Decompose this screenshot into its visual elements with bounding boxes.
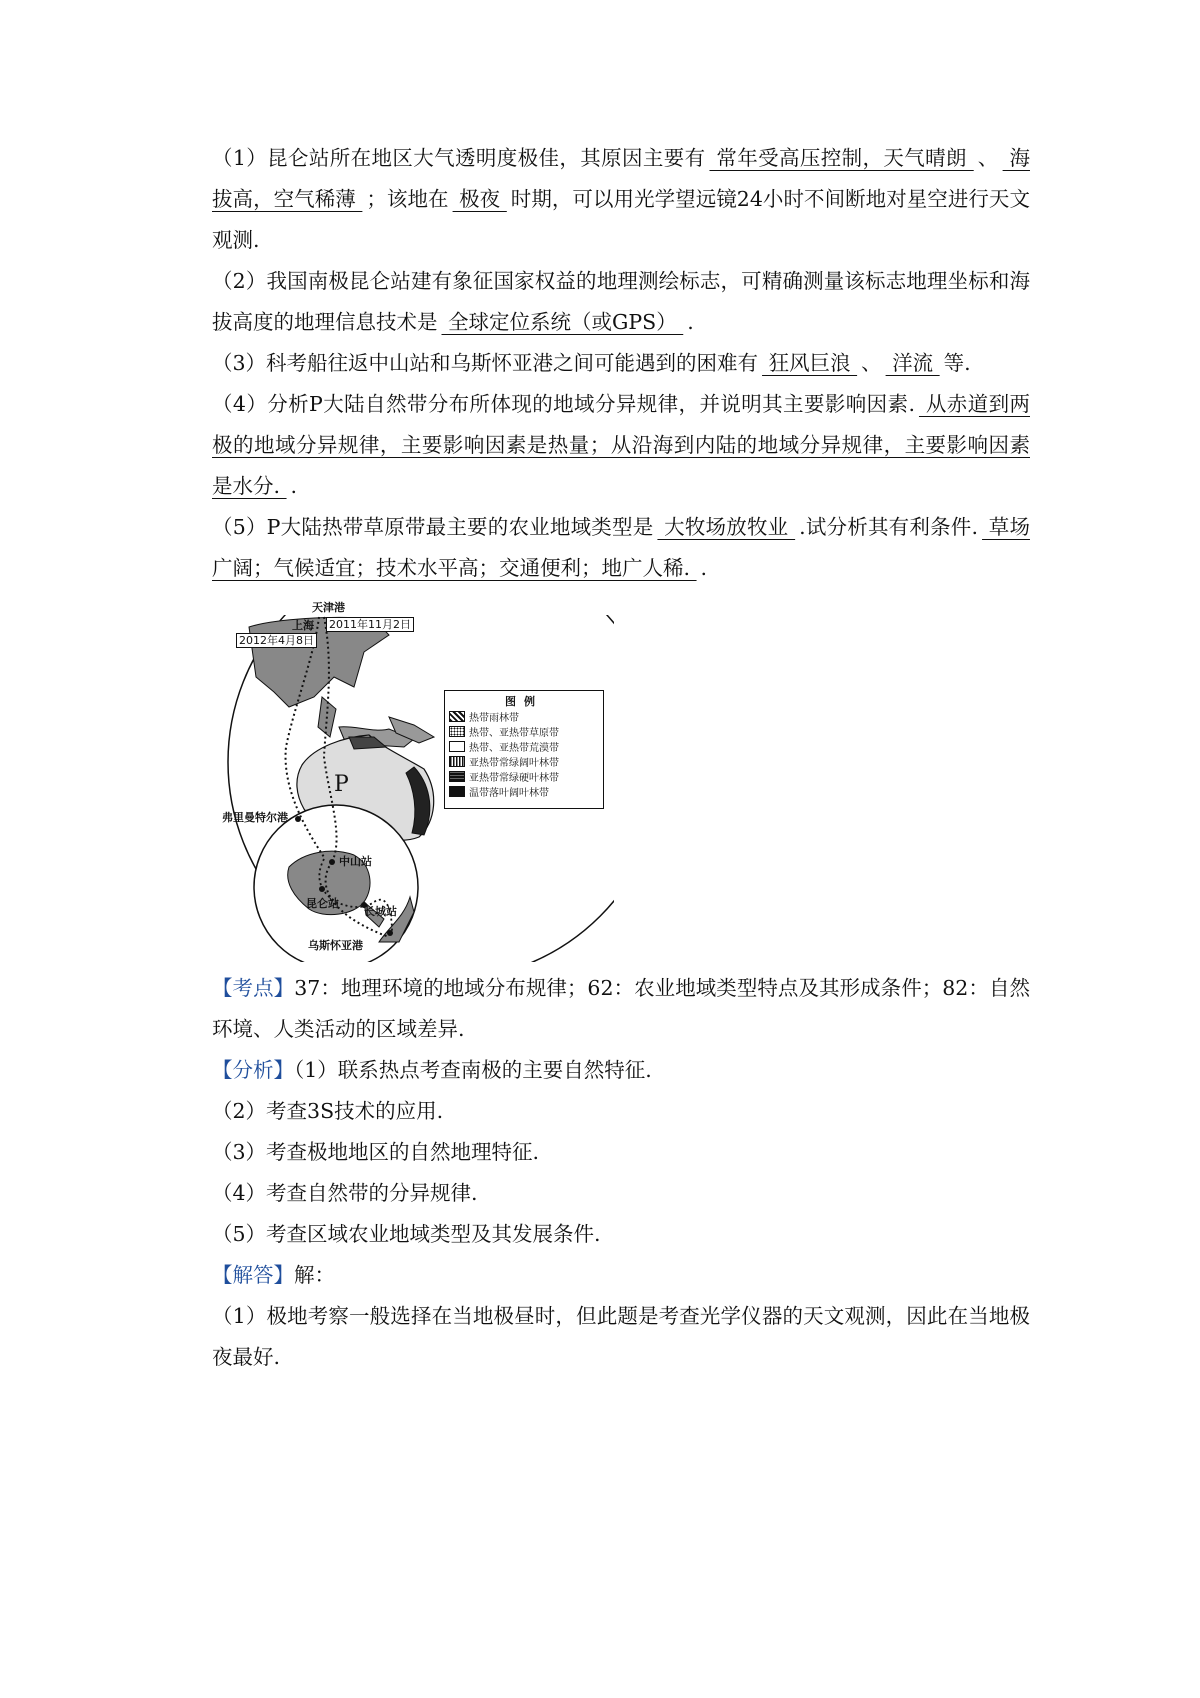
legend-item	[445, 769, 603, 784]
q1-answer-2: 海拔高，空气稀薄	[212, 146, 1030, 211]
fenxi-item: （2）考查3S技术的应用.	[212, 1099, 444, 1123]
fenxi-item: （1）联系热点考查南极的主要自然特征.	[294, 1058, 652, 1082]
legend-swatch	[449, 771, 465, 782]
question-5	[212, 507, 1030, 589]
q3-answer-2: 洋流	[885, 351, 940, 375]
question-3	[212, 343, 1030, 384]
legend-label: 亚热带常绿阔叶林带	[469, 758, 559, 769]
fenxi-item: （4）考查自然带的分异规律.	[212, 1181, 478, 1205]
q3-text: （3）科考船往返中山站和乌斯怀亚港之间可能遇到的困难有	[212, 351, 759, 375]
label-fremantle: 弗里曼特尔港	[222, 811, 288, 824]
legend-label: 亚热带常绿硬叶林带	[469, 773, 559, 784]
fenxi-paragraph	[212, 1050, 1030, 1091]
jieda-answer-1: （1）极地考察一般选择在当地极昼时，但此题是考查光学仪器的天文观测，因此在当地极夜最好.	[212, 1304, 1030, 1369]
question-2	[212, 261, 1030, 343]
document-page	[212, 138, 1030, 1378]
label-date-2012: 2012年4月8日	[236, 633, 317, 648]
kaodian-tag: 【考点】	[212, 976, 295, 1000]
route-map-figure	[214, 597, 614, 962]
fremantle-dot	[295, 816, 301, 822]
kaodian-paragraph	[212, 968, 1030, 1050]
fenxi-tag: 【分析】	[212, 1058, 294, 1082]
q3-post: 等.	[943, 351, 971, 375]
q1-sep: 、	[977, 146, 999, 170]
legend-item	[445, 709, 603, 724]
ushuaia-dot	[387, 930, 393, 936]
label-date-2011: 2011年11月2日	[326, 617, 414, 632]
q3-sep: 、	[861, 351, 882, 375]
q5-post: .	[700, 556, 708, 580]
label-tianjin: 天津港	[312, 601, 345, 614]
q3-answer-1: 狂风巨浪	[762, 351, 858, 375]
q1-text: （1）昆仑站所在地区大气透明度极佳，其原因主要有	[212, 146, 706, 170]
q5-text: （5）P大陆热带草原带最主要的农业地域类型是	[212, 515, 654, 539]
q1-post: 时期，可以用光学望远镜24小时不间断地对星空进行天文观测.	[212, 187, 1030, 252]
q5-mid: .试分析其有利条件.	[799, 515, 979, 539]
legend-item	[445, 784, 603, 799]
fenxi-item: （3）考查极地地区的自然地理特征.	[212, 1140, 540, 1164]
kaodian-text: 37：地理环境的地域分布规律；62：农业地域类型特点及其形成条件；82：自然环境、人类活动的区域差异.	[212, 976, 1030, 1041]
legend-label: 热带雨林带	[469, 713, 519, 724]
q1-mid: ；该地在	[366, 187, 449, 211]
zhongshan-dot	[329, 859, 335, 865]
jieda-tag: 【解答】	[212, 1263, 294, 1287]
q2-post: .	[687, 310, 694, 334]
q1-answer-3: 极夜	[452, 187, 507, 211]
question-1	[212, 138, 1030, 261]
question-4	[212, 384, 1030, 507]
legend-swatch	[449, 786, 465, 797]
jieda-text: 解：	[294, 1263, 335, 1287]
kunlun-dot	[319, 886, 325, 892]
label-kunlun: 昆仑站	[306, 897, 339, 910]
legend-swatch	[449, 726, 465, 737]
jieda-paragraph	[212, 1255, 1030, 1296]
q5-answer-2: 草场广阔；气候适宜；技术水平高；交通便利；地广人稀.	[212, 515, 1030, 580]
legend-item	[445, 724, 603, 739]
legend-item	[445, 754, 603, 769]
map-legend	[444, 690, 604, 809]
label-ushuaia: 乌斯怀亚港	[308, 939, 363, 952]
label-zhongshan: 中山站	[339, 855, 372, 868]
q4-text: （4）分析P大陆自然带分布所体现的地域分异规律，并说明其主要影响因素.	[212, 392, 915, 416]
legend-item	[445, 739, 603, 754]
q4-post: .	[290, 474, 298, 498]
legend-title: 图例	[505, 695, 543, 708]
q1-answer-1: 常年受高压控制，天气晴朗	[709, 146, 974, 170]
label-changcheng: 长城站	[364, 905, 397, 918]
q2-text: （2）我国南极昆仑站建有象征国家权益的地理测绘标志，可精确测量该标志地理坐标和海拔高度的地理信息技术是	[212, 269, 1030, 334]
legend-swatch	[449, 741, 465, 752]
label-shanghai: 上海	[292, 619, 314, 632]
q5-answer-1: 大牧场放牧业	[657, 515, 796, 539]
legend-label: 热带、亚热带荒漠带	[469, 743, 559, 754]
legend-swatch	[449, 711, 465, 722]
q4-answer: 从赤道到两极的地域分异规律，主要影响因素是热量；从沿海到内陆的地域分异规律，主要影响因素是水分.	[212, 392, 1030, 498]
fenxi-item: （5）考查区域农业地域类型及其发展条件.	[212, 1222, 601, 1246]
legend-swatch	[449, 756, 465, 767]
label-continent-p: P	[334, 772, 349, 797]
legend-label: 热带、亚热带草原带	[469, 728, 559, 739]
legend-label: 温带落叶阔叶林带	[469, 788, 549, 799]
q2-answer: 全球定位系统（或GPS）	[441, 310, 684, 334]
